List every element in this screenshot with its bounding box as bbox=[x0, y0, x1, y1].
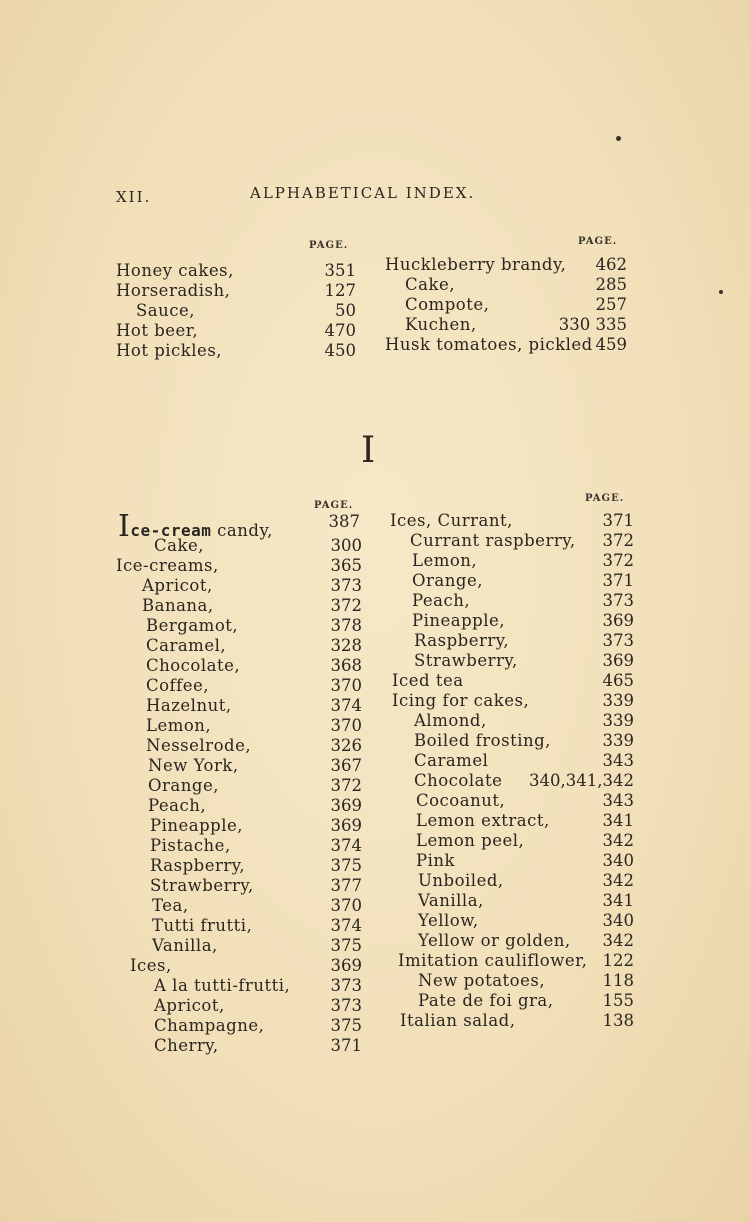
entry-page: 373 bbox=[602, 631, 634, 650]
index-entry: Pineapple, bbox=[150, 816, 244, 835]
entry-page: 375 bbox=[330, 936, 362, 955]
index-entry: Unboiled, bbox=[418, 871, 504, 890]
index-entry: Hot beer, bbox=[116, 321, 199, 340]
entry-page: 257 bbox=[595, 295, 627, 314]
entry-page: 368 bbox=[330, 656, 362, 675]
page-column-label: PAGE. bbox=[314, 500, 354, 511]
entry-page: 285 bbox=[595, 275, 627, 294]
index-entry: Cherry, bbox=[154, 1036, 219, 1055]
index-entry: Ices, Currant, bbox=[390, 511, 513, 530]
page-title: ALPHABETICAL INDEX. bbox=[250, 184, 476, 202]
index-entry: Coffee, bbox=[146, 676, 210, 695]
entry-page: 465 bbox=[602, 671, 634, 690]
entry-page: 470 bbox=[324, 321, 356, 340]
index-entry: Italian salad, bbox=[400, 1011, 516, 1030]
index-entry: Peach, bbox=[412, 591, 471, 610]
index-entry: Yellow, bbox=[418, 911, 479, 930]
entry-page: 50 bbox=[335, 301, 356, 320]
entry-page: 375 bbox=[330, 856, 362, 875]
entry-page: 374 bbox=[330, 696, 362, 715]
entry-page: 326 bbox=[330, 736, 362, 755]
entry-page: 375 bbox=[330, 1016, 362, 1035]
entry-page: 343 bbox=[602, 751, 634, 770]
entry-page: 372 bbox=[330, 596, 362, 615]
index-entry: Strawberry, bbox=[150, 876, 254, 895]
entry-page: 340 bbox=[602, 851, 634, 870]
page-column-label: PAGE. bbox=[578, 236, 618, 247]
entry-page: 373 bbox=[330, 996, 362, 1015]
entry-page: 127 bbox=[324, 281, 356, 300]
index-entry: Apricot, bbox=[142, 576, 213, 595]
entry-page: 351 bbox=[324, 261, 356, 280]
entry-page: 373 bbox=[602, 591, 634, 610]
index-entry: Hot pickles, bbox=[116, 341, 223, 360]
entry-page: 462 bbox=[595, 255, 627, 274]
entry-page: 378 bbox=[330, 616, 362, 635]
entry-page: 372 bbox=[330, 776, 362, 795]
index-entry: Champagne, bbox=[154, 1016, 265, 1035]
entry-page: 341 bbox=[602, 811, 634, 830]
index-entry: Horseradish, bbox=[116, 281, 231, 300]
entry-page: 371 bbox=[330, 1036, 362, 1055]
entry-page: 374 bbox=[330, 836, 362, 855]
index-entry: Lemon extract, bbox=[416, 811, 550, 830]
index-entry: Almond, bbox=[414, 711, 487, 730]
entry-page: 343 bbox=[602, 791, 634, 810]
index-entry: Lemon, bbox=[412, 551, 478, 570]
index-entry: New potatoes, bbox=[418, 971, 546, 990]
section-letter: I bbox=[361, 430, 376, 471]
entry-page: 369 bbox=[330, 816, 362, 835]
entry-page: 387 bbox=[328, 512, 360, 531]
entry-page: 371 bbox=[602, 511, 634, 530]
entry-page: 339 bbox=[602, 691, 634, 710]
index-entry: Ices, bbox=[130, 956, 172, 975]
entry-page: 367 bbox=[330, 756, 362, 775]
entry-page: 374 bbox=[330, 916, 362, 935]
index-entry: Sauce, bbox=[136, 301, 196, 320]
entry-page: 330 335 bbox=[558, 315, 627, 334]
entry-page: 365 bbox=[330, 556, 362, 575]
index-entry: Icing for cakes, bbox=[392, 691, 530, 710]
entry-page: 340,341,342 bbox=[529, 771, 634, 790]
entry-page: 339 bbox=[602, 731, 634, 750]
index-entry: Imitation cauliflower, bbox=[398, 951, 588, 970]
index-entry: Kuchen, bbox=[405, 315, 477, 334]
index-entry: Cake, bbox=[154, 536, 204, 555]
index-entry: Tutti frutti, bbox=[152, 916, 253, 935]
index-entry: Lemon, bbox=[146, 716, 212, 735]
entry-page: 373 bbox=[330, 976, 362, 995]
index-entry: Raspberry, bbox=[150, 856, 246, 875]
index-entry: Tea, bbox=[152, 896, 189, 915]
entry-page: 369 bbox=[330, 796, 362, 815]
index-entry: Pate de foi gra, bbox=[418, 991, 554, 1010]
entry-page: 370 bbox=[330, 676, 362, 695]
entry-page: 377 bbox=[330, 876, 362, 895]
entry-page: 118 bbox=[602, 971, 634, 990]
entry-page: 450 bbox=[324, 341, 356, 360]
page-column-label: PAGE. bbox=[309, 240, 349, 251]
index-entry: Honey cakes, bbox=[116, 261, 234, 280]
index-entry: Raspberry, bbox=[414, 631, 510, 650]
index-entry: Yellow or golden, bbox=[418, 931, 571, 950]
entry-page: 373 bbox=[330, 576, 362, 595]
entry-page: 328 bbox=[330, 636, 362, 655]
entry-page: 370 bbox=[330, 716, 362, 735]
index-entry: Caramel, bbox=[146, 636, 227, 655]
entry-page: 155 bbox=[602, 991, 634, 1010]
entry-page: 339 bbox=[602, 711, 634, 730]
index-entry: Husk tomatoes, pickled bbox=[385, 335, 593, 354]
entry-text: candy, bbox=[217, 521, 273, 540]
index-entry: A la tutti-frutti, bbox=[154, 976, 291, 995]
entry-page: 372 bbox=[602, 531, 634, 550]
entry-page: 372 bbox=[602, 551, 634, 570]
entry-page: 459 bbox=[595, 335, 627, 354]
index-entry: Chocolate, bbox=[146, 656, 241, 675]
index-entry: Caramel bbox=[414, 751, 489, 770]
index-entry: New York, bbox=[148, 756, 239, 775]
index-entry: Pistache, bbox=[150, 836, 231, 855]
entry-heading: ce-cream bbox=[130, 521, 212, 540]
entry-page: 341 bbox=[602, 891, 634, 910]
index-entry: Cake, bbox=[405, 275, 455, 294]
index-entry: Banana, bbox=[142, 596, 214, 615]
index-entry: Strawberry, bbox=[414, 651, 518, 670]
index-entry: Vanilla, bbox=[418, 891, 484, 910]
entry-page: 340 bbox=[602, 911, 634, 930]
entry-page: 342 bbox=[602, 871, 634, 890]
index-entry: Bergamot, bbox=[146, 616, 239, 635]
entry-page: 369 bbox=[602, 611, 634, 630]
ink-speck bbox=[719, 290, 723, 294]
entry-page: 371 bbox=[602, 571, 634, 590]
index-entry: Huckleberry brandy, bbox=[385, 255, 567, 274]
index-entry: Orange, bbox=[148, 776, 219, 795]
page-numeral: XII. bbox=[116, 188, 152, 206]
entry-page: 122 bbox=[602, 951, 634, 970]
index-entry: Orange, bbox=[412, 571, 483, 590]
entry-page: 369 bbox=[330, 956, 362, 975]
index-entry: Pink bbox=[416, 851, 456, 870]
index-entry: Iced tea bbox=[392, 671, 464, 690]
entry-page: 300 bbox=[330, 536, 362, 555]
page-column-label: PAGE. bbox=[585, 493, 625, 504]
index-entry: Cocoanut, bbox=[416, 791, 506, 810]
index-entry: Chocolate bbox=[414, 771, 503, 790]
index-entry: Currant raspberry, bbox=[410, 531, 576, 550]
index-entry: Hazelnut, bbox=[146, 696, 232, 715]
drop-cap: I bbox=[118, 509, 131, 544]
ink-speck bbox=[616, 136, 621, 141]
index-entry: Peach, bbox=[148, 796, 207, 815]
index-entry: Compote, bbox=[405, 295, 490, 314]
index-entry: Apricot, bbox=[154, 996, 225, 1015]
entry-page: 342 bbox=[602, 831, 634, 850]
index-entry: Vanilla, bbox=[152, 936, 218, 955]
index-entry: Ice-creams, bbox=[116, 556, 219, 575]
entry-page: 138 bbox=[602, 1011, 634, 1030]
index-entry: Pineapple, bbox=[412, 611, 506, 630]
entry-page: 370 bbox=[330, 896, 362, 915]
index-entry: Boiled frosting, bbox=[414, 731, 551, 750]
entry-page: 342 bbox=[602, 931, 634, 950]
index-entry: Lemon peel, bbox=[416, 831, 525, 850]
index-entry: Nesselrode, bbox=[146, 736, 252, 755]
entry-page: 369 bbox=[602, 651, 634, 670]
